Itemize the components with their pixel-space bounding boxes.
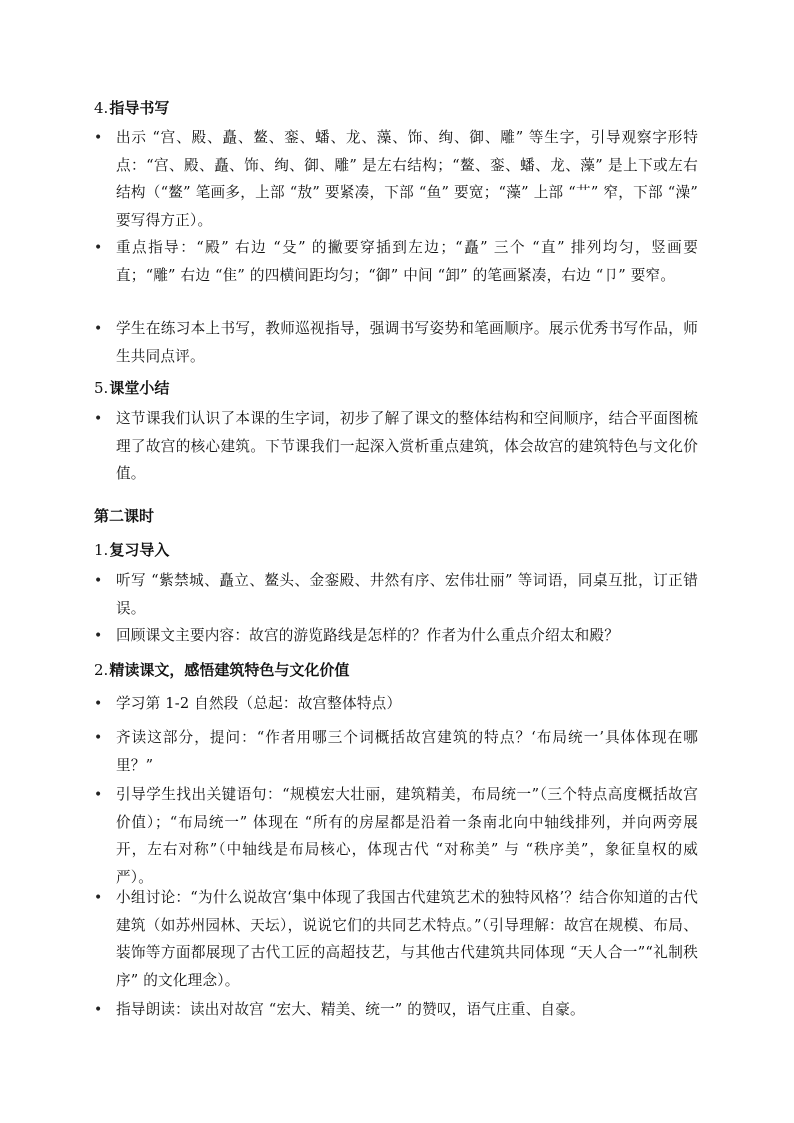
list-item — [94, 781, 698, 891]
section-title: 指导书写 — [109, 99, 170, 117]
list-item-text: 引导学生找出关键语句：“规模宏大壮丽，建筑精美，布局统一”（三个特点高度概括故宫价值）；“布局统一” 体现在 “所有的房屋都是沿着一条南北向中轴线排列，并向两旁展开，左右对称”（中轴线是布局核心，体现古代 “对称美” 与 “秩序美”，象征皇权的威严）。 — [116, 786, 698, 886]
bullet-icon: • — [94, 411, 103, 427]
list-item-text: 小组讨论：“为什么说故宫‘集中体现了我国古代建筑艺术的独特风格’？结合你知道的古代建筑（如苏州园林、天坛），说说它们的共同艺术特点。”（引导理解：故宫在规模、布局、装饰等方面都展现了古代工匠的高超技艺，与其他古代建筑共同体现 “天人合一”“礼制秩序” 的文化理念）。 — [116, 889, 698, 989]
list-item — [94, 690, 698, 718]
section-number: 2. — [94, 661, 109, 679]
list-item-text: 这节课我们认识了本课的生字词，初步了解了课文的整体结构和空间顺序，结合平面图梳理了故宫的核心建筑。下节课我们一起深入赏析重点建筑，体会故宫的建筑特色与文化价值。 — [116, 410, 698, 482]
list-item — [94, 124, 698, 234]
section-heading-2 — [94, 660, 349, 680]
section-title: 课堂小结 — [109, 379, 170, 397]
list-item — [94, 622, 698, 650]
section-title: 精读课文，感悟建筑特色与文化价值 — [109, 661, 350, 679]
list-item-text: 指导朗读：读出对故宫 “宏大、精美、统一” 的赞叹，语气庄重、自豪。 — [116, 1001, 585, 1018]
list-item-text: 听写 “紫禁城、矗立、鳌头、金銮殿、井然有序、宏伟壮丽” 等词语，同桌互批，订正错误。 — [116, 572, 698, 617]
list-item — [94, 315, 698, 370]
list-item-text: 学生在练习本上书写，教师巡视指导，强调书写姿势和笔画顺序。展示优秀书写作品，师生共同点评。 — [116, 320, 698, 365]
section-number: 1. — [94, 541, 109, 559]
section-heading-1 — [94, 540, 169, 560]
list-item — [94, 996, 698, 1024]
section-number: 5. — [94, 379, 109, 397]
list-item — [94, 724, 698, 779]
section-number: 4. — [94, 99, 109, 117]
bullet-icon: • — [94, 628, 103, 644]
section-heading-4 — [94, 98, 169, 118]
bullet-icon: • — [94, 1002, 103, 1018]
list-item-text: 出示 “宫、殿、矗、鳌、銮、蟠、龙、藻、饰、绚、御、雕” 等生字，引导观察字形特点：“宫、殿、矗、饰、绚、御、雕” 是左右结构；“鳌、銮、蟠、龙、藻” 是上下或左右结构（“鳌” 笔画多，上部 “敖” 要紧凑，下部 “鱼” 要宽；“藻” 上部 “艹” 窄，下部 “澡” 要写得方正）。 — [116, 129, 698, 229]
bullet-icon: • — [94, 890, 103, 906]
bullet-icon: • — [94, 787, 103, 803]
lesson-title: 第二课时 — [94, 507, 155, 525]
list-item — [94, 884, 698, 994]
list-item-text: 齐读这部分，提问：“作者用哪三个词概括故宫建筑的特点？‘布局统一’具体体现在哪里？” — [116, 729, 698, 774]
bullet-icon: • — [94, 240, 103, 256]
list-item — [94, 405, 698, 488]
list-item-text: 回顾课文主要内容：故宫的游览路线是怎样的？作者为什么重点介绍太和殿？ — [116, 627, 619, 644]
section-heading-5 — [94, 378, 169, 398]
list-item-text: 学习第 1-2 自然段（总起：故宫整体特点） — [116, 695, 402, 712]
section-title: 复习导入 — [109, 541, 170, 559]
bullet-icon: • — [94, 696, 103, 712]
bullet-icon: • — [94, 730, 103, 746]
list-item — [94, 234, 698, 289]
list-item — [94, 567, 698, 622]
bullet-icon: • — [94, 130, 103, 146]
bullet-icon: • — [94, 573, 103, 589]
bullet-icon: • — [94, 321, 103, 337]
list-item-text: 重点指导：“殿” 右边 “殳” 的撇要穿插到左边；“矗” 三个 “直” 排列均匀，竖画要直；“雕” 右边 “隹” 的四横间距均匀；“御” 中间 “卸” 的笔画紧凑，右边 “卩” 要窄。 — [116, 239, 698, 284]
